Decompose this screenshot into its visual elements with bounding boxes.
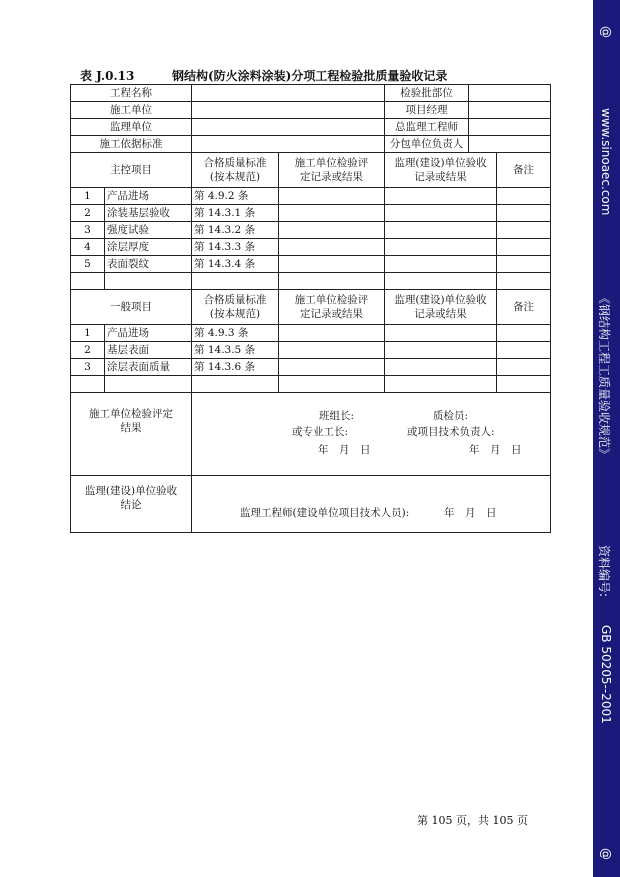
inspection-record-table xyxy=(70,84,551,533)
inspection-part-label: 检验批部位 xyxy=(385,85,469,102)
remark-cell[interactable] xyxy=(497,325,551,342)
project-name-label: 工程名称 xyxy=(71,85,192,102)
supervising-engineer-label: 监理工程师(建设单位项目技术人员): xyxy=(240,507,410,519)
item-name: 表面裂纹 xyxy=(105,256,192,273)
supervision-conclusion-row xyxy=(71,476,551,533)
item-no: 5 xyxy=(71,256,105,273)
supervision-conclusion-label: 监理(建设)单位验收 结论 xyxy=(71,476,192,533)
blank-row xyxy=(71,376,551,393)
accept-result-cell[interactable] xyxy=(385,359,497,376)
general-standard-header: 合格质量标准 (按本规范) xyxy=(192,290,279,325)
main-remark-header: 备注 xyxy=(497,153,551,188)
accept-result-cell[interactable] xyxy=(385,342,497,359)
main-check-header: 施工单位检验评 定记录或结果 xyxy=(279,153,385,188)
info-row-construction xyxy=(71,102,551,119)
item-name: 涂层表面质量 xyxy=(105,359,192,376)
construction-unit-label: 施工单位 xyxy=(71,102,192,119)
construction-eval-label: 施工单位检验评定 结果 xyxy=(71,393,192,476)
accept-result-cell[interactable] xyxy=(385,325,497,342)
page-footer: 第 105 页，共 105 页 xyxy=(417,814,528,827)
remark-cell[interactable] xyxy=(497,256,551,273)
accept-result-cell[interactable] xyxy=(385,222,497,239)
info-row-standard xyxy=(71,136,551,153)
table-row xyxy=(71,188,551,205)
remark-cell[interactable] xyxy=(497,205,551,222)
item-standard: 第 14.3.5 条 xyxy=(192,342,279,359)
main-items-label: 主控项目 xyxy=(71,153,192,188)
item-no: 1 xyxy=(71,188,105,205)
check-result-cell[interactable] xyxy=(279,239,385,256)
item-standard: 第 14.3.6 条 xyxy=(192,359,279,376)
item-name: 强度试验 xyxy=(105,222,192,239)
form-name: 钢结构(防火涂料涂装)分项工程检验批质量验收记录 xyxy=(172,69,448,83)
sidebar-doc-no-label: 资料编号: xyxy=(597,545,611,598)
chief-supervisor-value[interactable] xyxy=(469,119,551,136)
check-result-cell[interactable] xyxy=(279,359,385,376)
general-items-label: 一般项目 xyxy=(71,290,192,325)
table-row xyxy=(71,205,551,222)
item-no: 2 xyxy=(71,205,105,222)
remark-cell[interactable] xyxy=(497,342,551,359)
table-row xyxy=(71,342,551,359)
info-row-project xyxy=(71,85,551,102)
supervision-unit-value[interactable] xyxy=(192,119,385,136)
item-standard: 第 14.3.1 条 xyxy=(192,205,279,222)
supervision-conclusion-cell[interactable] xyxy=(192,476,551,533)
general-accept-header: 监理(建设)单位验收 记录或结果 xyxy=(385,290,497,325)
sidebar-doc-no: GB 50205--2001 xyxy=(599,625,613,724)
item-name: 产品进场 xyxy=(105,325,192,342)
table-row xyxy=(71,222,551,239)
main-items-header xyxy=(71,153,551,188)
table-row xyxy=(71,256,551,273)
item-name: 基层表面 xyxy=(105,342,192,359)
main-accept-header: 监理(建设)单位验收 记录或结果 xyxy=(385,153,497,188)
check-result-cell[interactable] xyxy=(279,222,385,239)
item-name: 涂装基层验收 xyxy=(105,205,192,222)
remark-cell[interactable] xyxy=(497,222,551,239)
project-manager-label: 项目经理 xyxy=(385,102,469,119)
construction-eval-cell[interactable] xyxy=(192,393,551,476)
item-no: 4 xyxy=(71,239,105,256)
date-right: 年 月 日 xyxy=(469,444,522,456)
general-items-header xyxy=(71,290,551,325)
subcontractor-value[interactable] xyxy=(469,136,551,153)
remark-cell[interactable] xyxy=(497,239,551,256)
info-row-supervision xyxy=(71,119,551,136)
check-result-cell[interactable] xyxy=(279,342,385,359)
standard-value[interactable] xyxy=(192,136,385,153)
team-leader-label: 班组长: xyxy=(319,410,355,422)
main-standard-header: 合格质量标准 (按本规范) xyxy=(192,153,279,188)
inspector-label: 质检员: xyxy=(433,410,469,422)
check-result-cell[interactable] xyxy=(279,205,385,222)
sidebar-banner xyxy=(593,0,620,877)
check-result-cell[interactable] xyxy=(279,188,385,205)
blank-row xyxy=(71,273,551,290)
item-standard: 第 14.3.4 条 xyxy=(192,256,279,273)
supervision-unit-label: 监理单位 xyxy=(71,119,192,136)
construction-eval-row xyxy=(71,393,551,476)
construction-unit-value[interactable] xyxy=(192,102,385,119)
subcontractor-label: 分包单位负责人 xyxy=(385,136,469,153)
item-name: 涂层厚度 xyxy=(105,239,192,256)
item-no: 3 xyxy=(71,222,105,239)
table-row xyxy=(71,325,551,342)
table-row xyxy=(71,359,551,376)
inspection-part-value[interactable] xyxy=(469,85,551,102)
item-standard: 第 4.9.3 条 xyxy=(192,325,279,342)
check-result-cell[interactable] xyxy=(279,325,385,342)
accept-result-cell[interactable] xyxy=(385,188,497,205)
sidebar-at-bottom: @ xyxy=(599,848,613,860)
item-name: 产品进场 xyxy=(105,188,192,205)
tech-lead-label: 或项目技术负责人: xyxy=(407,426,495,438)
project-manager-value[interactable] xyxy=(469,102,551,119)
accept-result-cell[interactable] xyxy=(385,205,497,222)
remark-cell[interactable] xyxy=(497,188,551,205)
sidebar-book-title: 《钢结构工程工质量验收规范》 xyxy=(597,292,611,461)
item-no: 1 xyxy=(71,325,105,342)
foreman-label: 或专业工长: xyxy=(292,426,349,438)
general-check-header: 施工单位检验评 定记录或结果 xyxy=(279,290,385,325)
check-result-cell[interactable] xyxy=(279,256,385,273)
form-code: 表 J.0.13 xyxy=(80,69,135,83)
chief-supervisor-label: 总监理工程师 xyxy=(385,119,469,136)
item-no: 3 xyxy=(71,359,105,376)
accept-result-cell[interactable] xyxy=(385,256,497,273)
standard-label: 施工依据标准 xyxy=(71,136,192,153)
sidebar-website: www.sinoaec.com xyxy=(599,108,613,216)
item-standard: 第 4.9.2 条 xyxy=(192,188,279,205)
table-row xyxy=(71,239,551,256)
item-standard: 第 14.3.2 条 xyxy=(192,222,279,239)
project-name-value[interactable] xyxy=(192,85,385,102)
item-no: 2 xyxy=(71,342,105,359)
remark-cell[interactable] xyxy=(497,359,551,376)
general-remark-header: 备注 xyxy=(497,290,551,325)
sidebar-at-top: @ xyxy=(599,26,613,38)
item-standard: 第 14.3.3 条 xyxy=(192,239,279,256)
conclusion-date: 年 月 日 xyxy=(444,507,497,519)
date-left: 年 月 日 xyxy=(318,444,371,456)
accept-result-cell[interactable] xyxy=(385,239,497,256)
